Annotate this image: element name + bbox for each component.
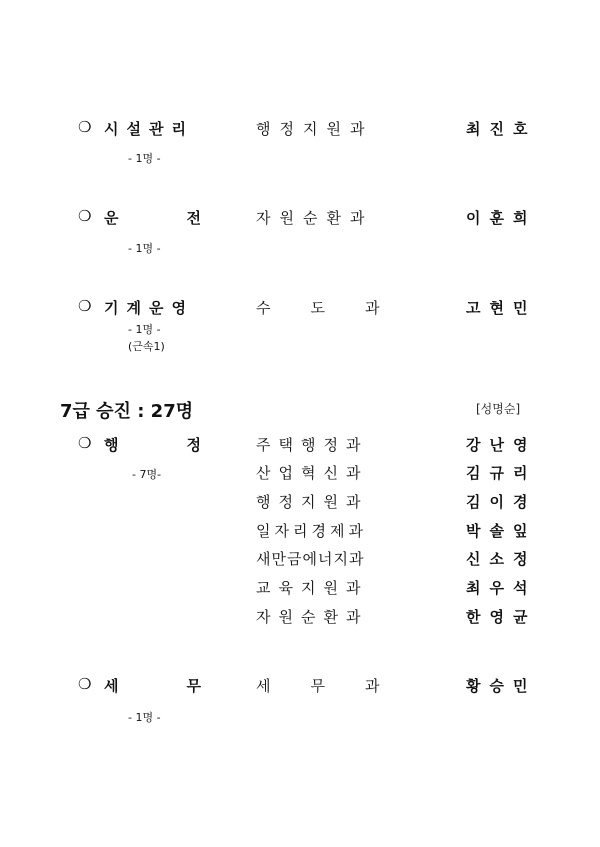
person-name: 고현민 bbox=[466, 299, 537, 317]
category-label: 행정 bbox=[104, 436, 269, 454]
bullet-circle: ❍ bbox=[78, 297, 92, 315]
department: 행정지원과 bbox=[256, 493, 369, 511]
headcount: - 1명 - bbox=[128, 152, 161, 165]
grade7-heading: 7급 승진 : 27명 bbox=[60, 401, 194, 422]
person-name: 한영균 bbox=[466, 608, 537, 626]
category-label: 운전 bbox=[104, 209, 269, 227]
bullet-circle: ❍ bbox=[78, 675, 92, 693]
department: 수도과 bbox=[256, 299, 420, 317]
department: 교육지원과 bbox=[256, 579, 369, 597]
department: 자원순환과 bbox=[256, 209, 374, 227]
bullet-circle: ❍ bbox=[78, 434, 92, 452]
person-name: 김이경 bbox=[466, 493, 537, 511]
department: 행정지원과 bbox=[256, 120, 374, 138]
person-name: 강난영 bbox=[466, 436, 537, 454]
category-label: 세무 bbox=[104, 677, 269, 695]
person-name: 박솔잎 bbox=[466, 522, 537, 540]
department: 세무과 bbox=[256, 677, 420, 695]
headcount: - 1명 - bbox=[128, 711, 161, 724]
person-name: 최우석 bbox=[466, 579, 537, 597]
department: 산업혁신과 bbox=[256, 464, 369, 482]
category-label: 기계운영 bbox=[104, 299, 194, 317]
department: 새만금에너지과 bbox=[256, 550, 365, 568]
person-name: 황승민 bbox=[466, 677, 537, 695]
headcount: - 7명- bbox=[132, 468, 162, 481]
department: 자원순환과 bbox=[256, 608, 369, 626]
department: 주택행정과 bbox=[256, 436, 369, 454]
department: 일자리경제과 bbox=[256, 522, 367, 540]
headcount: - 1명 - bbox=[128, 323, 161, 336]
person-name: 최진호 bbox=[466, 120, 537, 138]
headcount: - 1명 - bbox=[128, 242, 161, 255]
seniority-note: (근속1) bbox=[128, 340, 165, 353]
person-name: 김규리 bbox=[466, 464, 537, 482]
person-name: 이훈희 bbox=[466, 209, 537, 227]
category-label: 시설관리 bbox=[104, 120, 194, 138]
bullet-circle: ❍ bbox=[78, 207, 92, 225]
person-name: 신소정 bbox=[466, 550, 537, 568]
sort-order-note: [성명순] bbox=[476, 402, 521, 416]
bullet-circle: ❍ bbox=[78, 118, 92, 136]
